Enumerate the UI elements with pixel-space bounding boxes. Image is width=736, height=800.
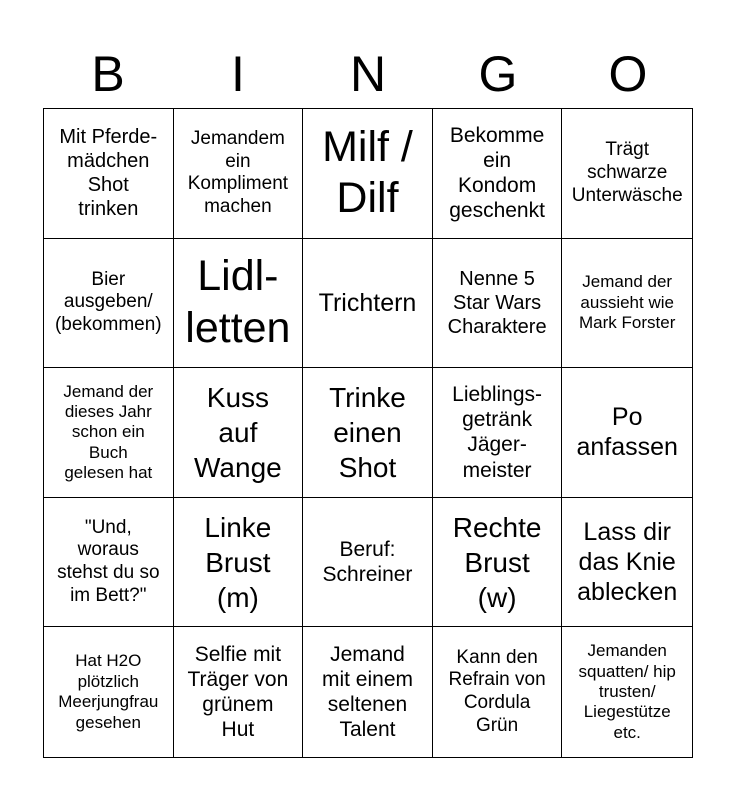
bingo-cell[interactable]: Lieblings- getränk Jäger- meister	[433, 368, 563, 498]
bingo-cell[interactable]: Jemand der aussieht wie Mark Forster	[562, 239, 692, 369]
header-letter-n: N	[349, 46, 387, 102]
bingo-cell[interactable]: Selfie mit Träger von grünem Hut	[174, 627, 304, 757]
bingo-cell[interactable]: Jemand der dieses Jahr schon ein Buch gelesen hat	[44, 368, 174, 498]
bingo-cell[interactable]: Bekomme ein Kondom geschenkt	[433, 109, 563, 239]
header-letter-b: B	[91, 46, 125, 102]
header-letter-g: G	[478, 46, 518, 102]
bingo-cell[interactable]: "Und, woraus stehst du so im Bett?"	[44, 498, 174, 628]
bingo-header	[43, 40, 693, 108]
bingo-cell[interactable]: Mit Pferde- mädchen Shot trinken	[44, 109, 174, 239]
bingo-cell[interactable]: Linke Brust (m)	[174, 498, 304, 628]
header-letter-i: I	[231, 46, 245, 102]
bingo-cell[interactable]: Kann den Refrain von Cordula Grün	[433, 627, 563, 757]
bingo-cell[interactable]: Trichtern	[303, 239, 433, 369]
bingo-cell[interactable]: Trägt schwarze Unterwäsche	[562, 109, 692, 239]
bingo-cell[interactable]: Beruf: Schreiner	[303, 498, 433, 628]
bingo-cell[interactable]: Kuss auf Wange	[174, 368, 304, 498]
bingo-cell[interactable]: Jemandem ein Kompliment machen	[174, 109, 304, 239]
bingo-cell[interactable]: Lidl- letten	[174, 239, 304, 369]
header-letter-o: O	[608, 46, 648, 102]
bingo-cell[interactable]: Bier ausgeben/ (bekommen)	[44, 239, 174, 369]
bingo-cell[interactable]: Lass dir das Knie ablecken	[562, 498, 692, 628]
bingo-cell[interactable]: Hat H2O plötzlich Meerjungfrau gesehen	[44, 627, 174, 757]
bingo-cell[interactable]: Po anfassen	[562, 368, 692, 498]
bingo-cell[interactable]: Rechte Brust (w)	[433, 498, 563, 628]
bingo-cell[interactable]: Jemand mit einem seltenen Talent	[303, 627, 433, 757]
bingo-cell[interactable]: Milf / Dilf	[303, 109, 433, 239]
bingo-cell[interactable]: Trinke einen Shot	[303, 368, 433, 498]
bingo-cell[interactable]: Nenne 5 Star Wars Charaktere	[433, 239, 563, 369]
bingo-cell[interactable]: Jemanden squatten/ hip trusten/ Liegestütze etc.	[578, 641, 676, 742]
bingo-board	[43, 108, 693, 758]
